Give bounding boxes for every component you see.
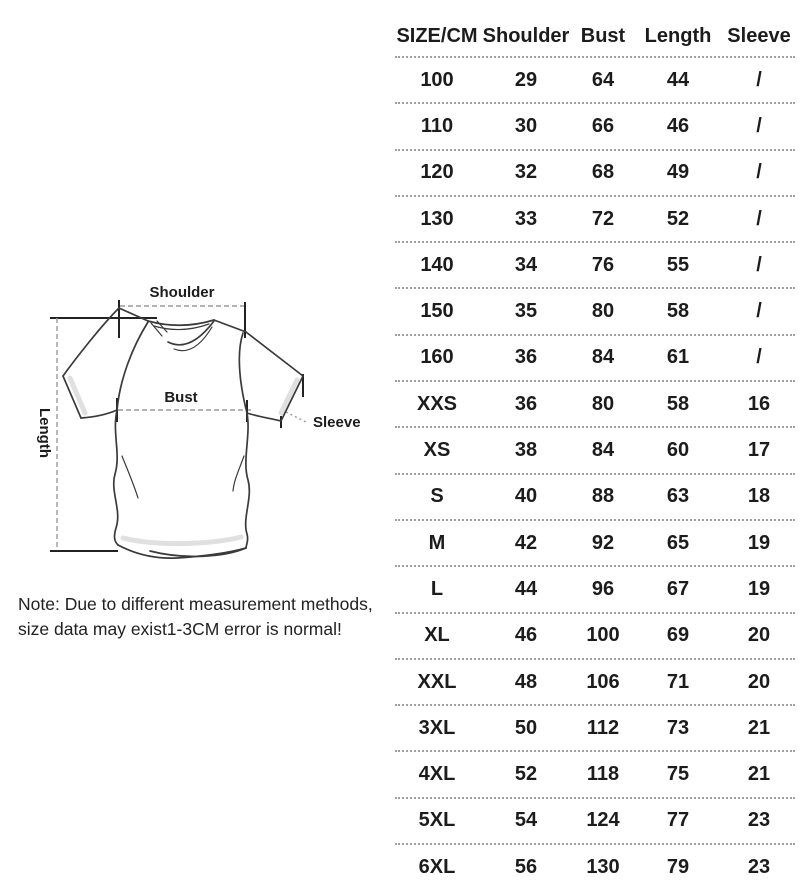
table-row	[395, 336, 795, 382]
table-header-cell: Shoulder	[482, 24, 570, 47]
table-cell: /	[756, 161, 762, 184]
table-cell: 77	[666, 809, 690, 832]
table-cell: M	[428, 531, 446, 554]
table-cell: 30	[514, 114, 538, 137]
measurement-note	[18, 592, 378, 642]
length-measure-line	[50, 318, 157, 551]
table-cell: 21	[747, 763, 771, 786]
table-cell: 20	[747, 670, 771, 693]
table-cell: 130	[586, 855, 620, 878]
table-cell: 67	[666, 577, 690, 600]
table-row	[395, 382, 795, 428]
table-cell: 100	[586, 624, 620, 647]
table-cell: 76	[591, 253, 615, 276]
table-cell: 60	[666, 439, 690, 462]
table-cell: 58	[666, 300, 690, 323]
table-cell: 58	[666, 392, 690, 415]
table-cell: 68	[591, 161, 615, 184]
table-cell: 124	[586, 809, 620, 832]
table-cell: 32	[514, 161, 538, 184]
table-cell: 80	[591, 300, 615, 323]
table-header-cell: Length	[644, 24, 712, 47]
table-cell: /	[756, 253, 762, 276]
table-cell: 29	[514, 68, 538, 91]
table-cell: 56	[514, 855, 538, 878]
table-cell: 44	[666, 68, 690, 91]
table-cell: 20	[747, 624, 771, 647]
table-row	[395, 428, 795, 474]
table-cell: 160	[420, 346, 454, 369]
table-cell: 106	[586, 670, 620, 693]
table-row	[395, 845, 795, 882]
table-cell: 84	[591, 439, 615, 462]
table-cell: 61	[666, 346, 690, 369]
table-cell: 63	[666, 485, 690, 508]
table-cell: 73	[666, 716, 690, 739]
table-cell: 72	[591, 207, 615, 230]
table-header-row	[395, 16, 795, 58]
table-header-cell: Bust	[580, 24, 626, 47]
table-cell: 130	[420, 207, 454, 230]
table-cell: 33	[514, 207, 538, 230]
table-cell: 49	[666, 161, 690, 184]
table-cell: 79	[666, 855, 690, 878]
table-cell: 35	[514, 300, 538, 323]
table-cell: 150	[420, 300, 454, 323]
table-row	[395, 752, 795, 798]
table-cell: 65	[666, 531, 690, 554]
table-cell: 120	[420, 161, 454, 184]
table-cell: /	[756, 68, 762, 91]
table-cell: 19	[747, 531, 771, 554]
table-cell: 19	[747, 577, 771, 600]
table-cell: 54	[514, 809, 538, 832]
table-cell: 112	[586, 716, 620, 739]
table-row	[395, 151, 795, 197]
shoulder-label: Shoulder	[149, 284, 215, 301]
table-row	[395, 197, 795, 243]
table-cell: 46	[666, 114, 690, 137]
table-cell: /	[756, 300, 762, 323]
table-cell: 36	[514, 346, 538, 369]
table-cell: XXL	[417, 670, 457, 693]
table-cell: 17	[747, 439, 771, 462]
table-cell: 92	[591, 531, 615, 554]
table-cell: XS	[423, 439, 451, 462]
table-cell: 118	[586, 763, 620, 786]
table-cell: 3XL	[418, 716, 456, 739]
tshirt-measurement-diagram	[0, 270, 390, 600]
table-cell: 88	[591, 485, 615, 508]
table-cell: 52	[666, 207, 690, 230]
table-cell: /	[756, 346, 762, 369]
table-cell: 48	[514, 670, 538, 693]
tshirt-outline	[63, 308, 303, 558]
table-cell: 23	[747, 809, 771, 832]
table-cell: 23	[747, 855, 771, 878]
table-cell: 55	[666, 253, 690, 276]
bust-label: Bust	[164, 389, 198, 406]
length-label: Length	[36, 408, 53, 458]
table-row	[395, 706, 795, 752]
table-cell: 46	[514, 624, 538, 647]
table-header-cell: Sleeve	[727, 24, 791, 47]
table-cell: S	[430, 485, 444, 508]
note-line-1: Note: Due to different measurement methods,	[18, 594, 373, 614]
table-cell: 44	[514, 577, 538, 600]
table-row	[395, 58, 795, 104]
table-cell: 80	[591, 392, 615, 415]
table-cell: 36	[514, 392, 538, 415]
table-cell: 50	[514, 716, 538, 739]
table-cell: 6XL	[418, 855, 456, 878]
table-row	[395, 475, 795, 521]
table-cell: 38	[514, 439, 538, 462]
table-cell: 64	[591, 68, 615, 91]
table-cell: 84	[591, 346, 615, 369]
table-cell: 5XL	[418, 809, 456, 832]
table-cell: 21	[747, 716, 771, 739]
size-table	[395, 16, 795, 882]
table-cell: 110	[420, 114, 454, 137]
table-cell: 42	[514, 531, 538, 554]
table-cell: 18	[747, 485, 771, 508]
table-cell: 40	[514, 485, 538, 508]
sleeve-label: Sleeve	[313, 414, 361, 431]
table-row	[395, 521, 795, 567]
table-cell: 75	[666, 763, 690, 786]
table-cell: 66	[591, 114, 615, 137]
table-cell: XXS	[416, 392, 458, 415]
table-cell: 140	[420, 253, 454, 276]
table-row	[395, 567, 795, 613]
size-table-body	[395, 58, 795, 882]
table-cell: 96	[591, 577, 615, 600]
note-line-2: size data may exist1-3CM error is normal!	[18, 619, 342, 639]
table-cell: 34	[514, 253, 538, 276]
table-cell: /	[756, 207, 762, 230]
table-row	[395, 614, 795, 660]
table-cell: 100	[420, 68, 454, 91]
table-row	[395, 799, 795, 845]
table-cell: 69	[666, 624, 690, 647]
table-cell: 4XL	[418, 763, 456, 786]
table-cell: L	[430, 577, 444, 600]
table-row	[395, 243, 795, 289]
table-header-cell: SIZE/CM	[396, 24, 478, 47]
table-cell: XL	[424, 624, 450, 647]
table-cell: 71	[666, 670, 690, 693]
table-cell: /	[756, 114, 762, 137]
table-row	[395, 289, 795, 335]
table-cell: 52	[514, 763, 538, 786]
table-row	[395, 104, 795, 150]
table-row	[395, 660, 795, 706]
table-cell: 16	[747, 392, 771, 415]
